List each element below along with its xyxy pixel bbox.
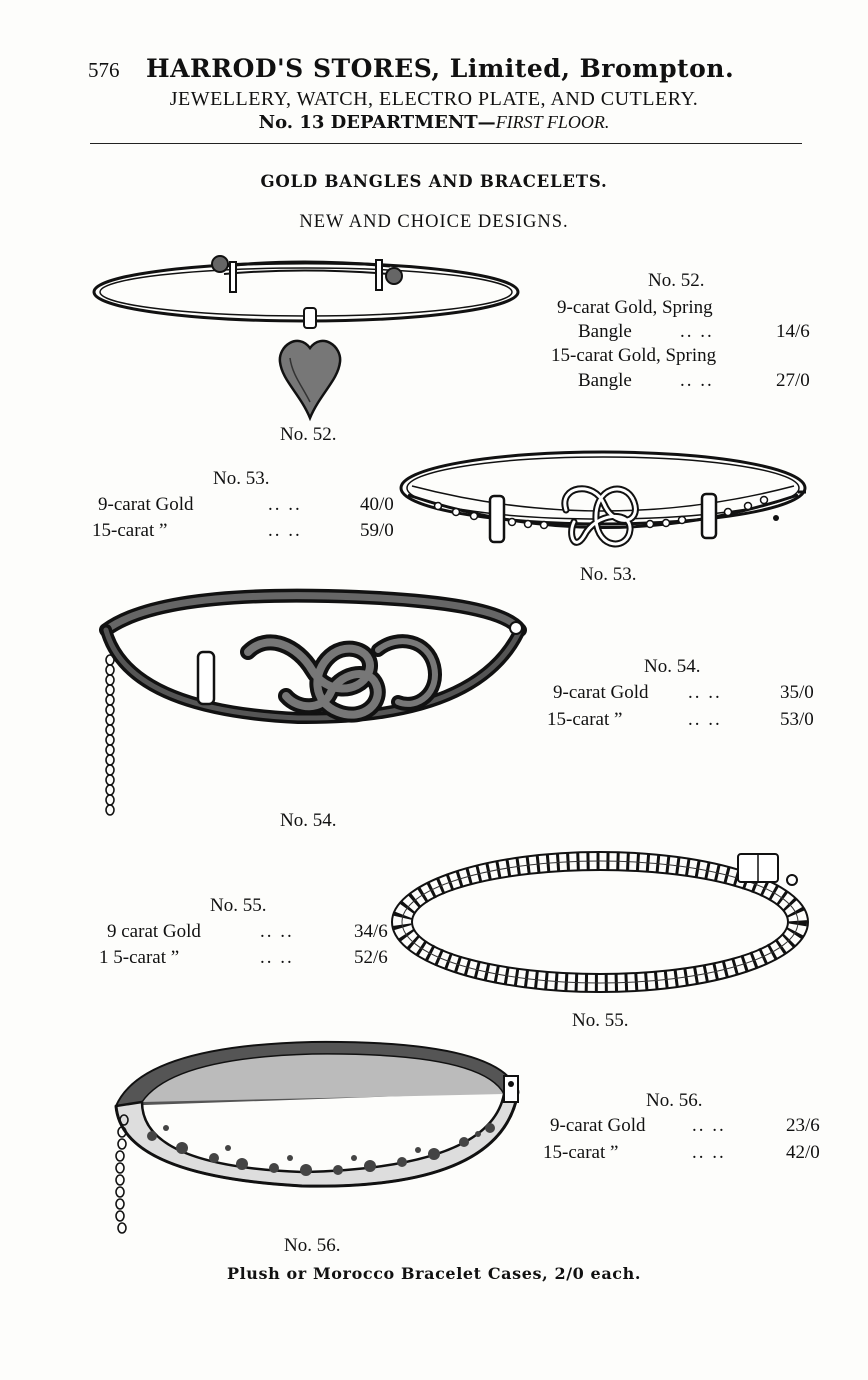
caption-53: No. 53. xyxy=(580,564,637,585)
store-name: HARROD'S STORES, Limited, Brompton. xyxy=(146,54,735,83)
catalogue-subtitle: JEWELLERY, WATCH, ELECTRO PLATE, AND CUTLERY. xyxy=(169,88,699,110)
item-52-line2-cont: Bangle xyxy=(578,370,632,391)
header-divider xyxy=(90,143,802,144)
department-floor: FIRST FLOOR. xyxy=(495,112,610,132)
item-56-price2: 42/0 xyxy=(786,1142,820,1163)
item-52-line2: 15-carat Gold, Spring xyxy=(551,345,717,366)
item-53-line1-leader: .. .. xyxy=(268,494,302,515)
caption-56: No. 56. xyxy=(284,1235,341,1256)
item-55-number: No. 55. xyxy=(210,895,267,916)
bangle-54-illustration xyxy=(98,590,528,820)
item-55-line1: 9 carat Gold xyxy=(107,921,201,942)
item-52-price1: 14/6 xyxy=(776,321,810,342)
item-55-line1-leader: .. .. xyxy=(260,921,294,942)
section-heading: GOLD BANGLES AND BRACELETS. xyxy=(260,172,608,191)
item-55-price1: 34/6 xyxy=(354,921,388,942)
department-number: No. 13 DEPARTMENT— xyxy=(258,112,496,133)
bangle-53-illustration xyxy=(398,440,808,560)
item-52-line2-leader: .. .. xyxy=(680,370,714,391)
item-52-price2: 27/0 xyxy=(776,370,810,391)
item-56-line2-leader: .. .. xyxy=(692,1142,726,1163)
caption-55: No. 55. xyxy=(572,1010,629,1031)
bangle-56-illustration xyxy=(102,1036,532,1236)
item-53-number: No. 53. xyxy=(213,468,270,489)
item-54-line2: 15-carat ” xyxy=(547,709,623,730)
item-56-number: No. 56. xyxy=(646,1090,703,1111)
item-53-line2-leader: .. .. xyxy=(268,520,302,541)
page-number: 576 xyxy=(88,58,120,82)
item-54-line2-leader: .. .. xyxy=(688,709,722,730)
item-53-line2: 15-carat ” xyxy=(92,520,168,541)
item-55-line2-leader: .. .. xyxy=(260,947,294,968)
item-52-number: No. 52. xyxy=(648,270,705,291)
item-53-line1: 9-carat Gold xyxy=(98,494,194,515)
item-52-line1-leader: .. .. xyxy=(680,321,714,342)
item-52-line1-cont: Bangle xyxy=(578,321,632,342)
item-56-line1-leader: .. .. xyxy=(692,1115,726,1136)
section-subheading: NEW AND CHOICE DESIGNS. xyxy=(299,212,569,232)
caption-52: No. 52. xyxy=(280,424,337,445)
footer-note: Plush or Morocco Bracelet Cases, 2/0 each. xyxy=(226,1264,642,1283)
bangle-55-illustration xyxy=(388,840,818,1010)
item-54-number: No. 54. xyxy=(644,656,701,677)
item-54-line1-leader: .. .. xyxy=(688,682,722,703)
caption-54: No. 54. xyxy=(280,810,337,831)
item-54-price2: 53/0 xyxy=(780,709,814,730)
item-54-price1: 35/0 xyxy=(780,682,814,703)
item-53-price1: 40/0 xyxy=(360,494,394,515)
item-56-line1: 9-carat Gold xyxy=(550,1115,646,1136)
item-54-line1: 9-carat Gold xyxy=(553,682,649,703)
item-56-price1: 23/6 xyxy=(786,1115,820,1136)
item-55-line2: 1 5-carat ” xyxy=(99,947,180,968)
bangle-52-illustration xyxy=(92,250,532,420)
item-52-line1: 9-carat Gold, Spring xyxy=(557,297,713,318)
item-55-price2: 52/6 xyxy=(354,947,388,968)
department-line xyxy=(0,112,868,133)
item-56-line2: 15-carat ” xyxy=(543,1142,619,1163)
item-53-price2: 59/0 xyxy=(360,520,394,541)
